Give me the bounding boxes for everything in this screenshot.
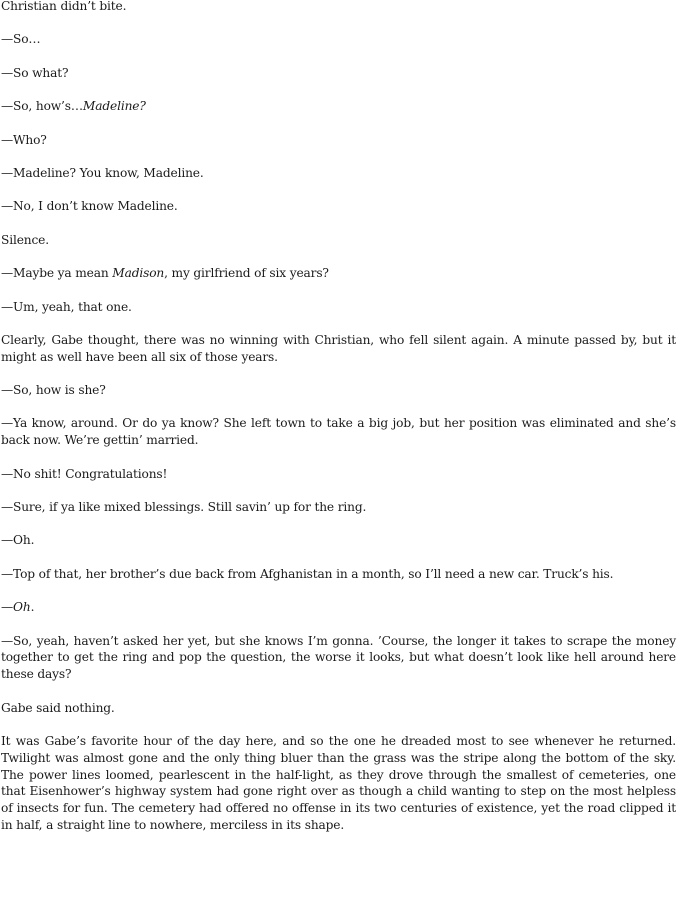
- paragraph-text: .: [30, 600, 35, 615]
- paragraph: —Top of that, her brother’s due back from Afghanistan in a month, so I’ll need a new car. Truck’s his.: [1, 566, 614, 581]
- paragraph: —No, I don’t know Madeline.: [1, 199, 178, 214]
- italic-text: Oh: [13, 600, 31, 615]
- paragraph: [1, 98, 676, 115]
- paragraph: —So…: [1, 32, 41, 47]
- paragraph: —Ya know, around. Or do ya know? She left town to take a big job, but her position was eliminated and she’s back now. We’re gettin’ married.: [1, 416, 676, 448]
- italic-text: Madeline?: [82, 99, 146, 114]
- paragraph: —So what?: [1, 65, 69, 80]
- paragraph-text: —Maybe ya mean: [1, 266, 113, 281]
- paragraph: —Who?: [1, 132, 47, 147]
- paragraph: [1, 265, 676, 282]
- paragraph-text: —So, how’s…: [1, 99, 83, 114]
- paragraph: —Oh.: [1, 533, 35, 548]
- document-page: [1, 0, 676, 834]
- paragraph: —Sure, if ya like mixed blessings. Still savin’ up for the ring.: [1, 500, 367, 515]
- paragraph: —Madeline? You know, Madeline.: [1, 165, 204, 180]
- paragraph: It was Gabe’s favorite hour of the day here, and so the one he dreaded most to see whenever he returned. Twilight was almost gone and the only thing bluer than the grass was the stripe along the bottom of the sky. The power lines loomed, pearlescent in the half-light, as they drove through the smallest of cemeteries, one that Eisenhower’s highway system had gone right over as though a child wanting to step on the most helpless of insects for fun. The cemetery had offered no offense in its two centuries of existence, yet the road clipped it in half, a straight line to nowhere, merciless in its shape.: [1, 734, 676, 832]
- paragraph: Christian didn’t bite.: [1, 0, 127, 13]
- paragraph: —So, yeah, haven’t asked her yet, but she knows I’m gonna. ’Course, the longer it takes to scrape the money together to get the ring and pop the question, the worse it looks, but what doesn’t look like hell around here these days?: [1, 633, 676, 682]
- paragraph: Gabe said nothing.: [1, 700, 115, 715]
- paragraph: —So, how is she?: [1, 383, 106, 398]
- paragraph: Silence.: [1, 232, 49, 247]
- paragraph: —Um, yeah, that one.: [1, 299, 132, 314]
- paragraph: [1, 599, 676, 616]
- paragraph: —No shit! Congratulations!: [1, 466, 168, 481]
- italic-text: Madison: [112, 266, 165, 281]
- paragraph-text: , my girlfriend of six years?: [164, 266, 329, 281]
- paragraph: Clearly, Gabe thought, there was no winning with Christian, who fell silent again. A minute passed by, but it might as well have been all six of those years.: [1, 332, 676, 364]
- paragraph-text: —: [1, 600, 14, 615]
